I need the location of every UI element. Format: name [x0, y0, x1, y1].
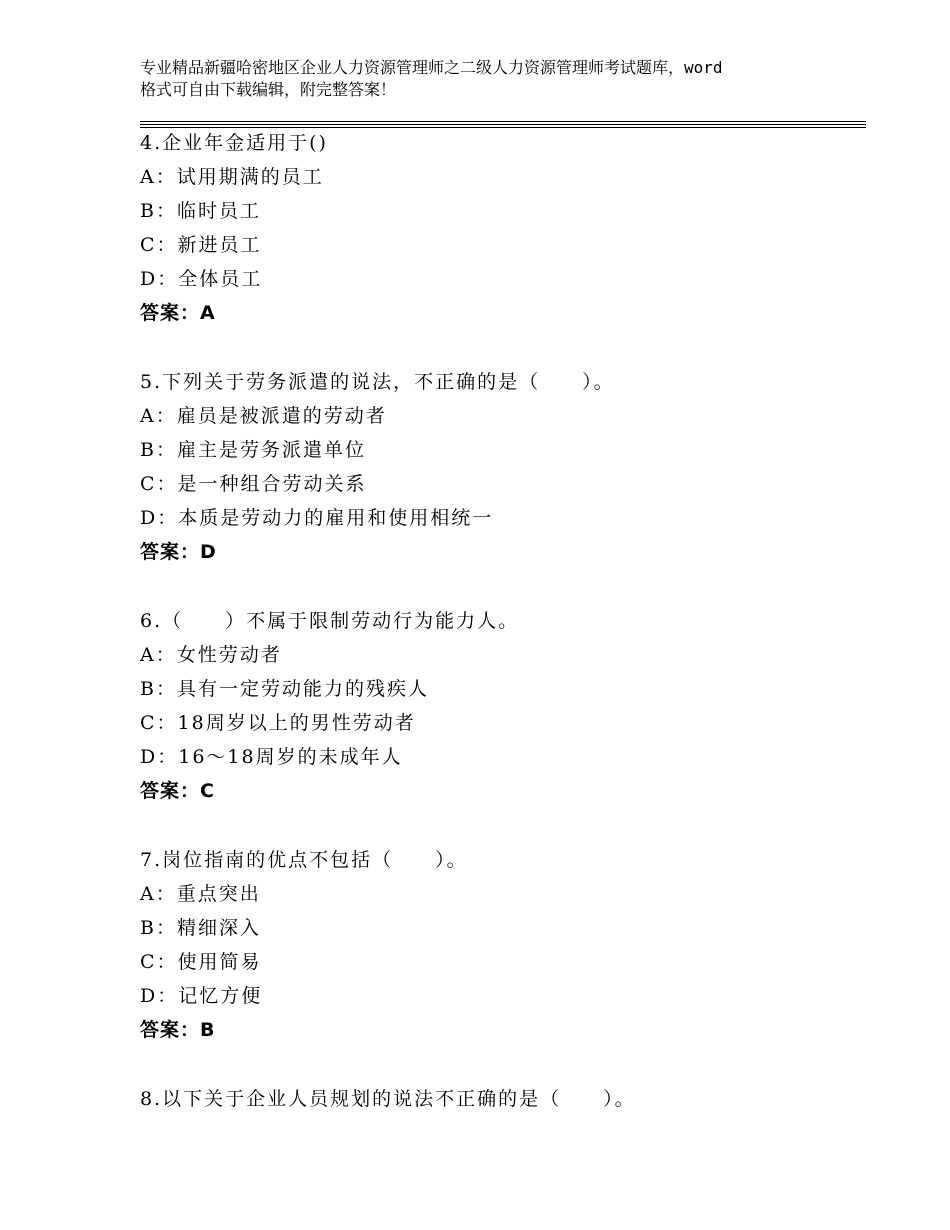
option-a: A：重点突出 [140, 883, 261, 905]
question-stem: 6.（ ）不属于限制劳动行为能力人。 [140, 610, 520, 632]
question-stem: 7.岗位指南的优点不包括（ ）。 [140, 849, 468, 871]
header-divider [140, 124, 866, 125]
document-header [140, 57, 840, 101]
option-b: B：临时员工 [140, 200, 261, 222]
header-line-2: 格式可自由下载编辑，附完整答案！ [140, 80, 397, 99]
header-divider [140, 121, 866, 122]
option-d: D：本质是劳动力的雇用和使用相统一 [140, 507, 494, 529]
option-c: C：新进员工 [140, 234, 262, 256]
question-7 [140, 843, 860, 1047]
question-list [140, 126, 860, 1116]
option-c: C：18周岁以上的男性劳动者 [140, 712, 416, 734]
answer-label: 答案：A [140, 302, 216, 324]
question-stem: 5.下列关于劳务派遣的说法，不正确的是（ ）。 [140, 371, 615, 393]
option-d: D：全体员工 [140, 268, 263, 290]
question-8 [140, 1082, 860, 1116]
question-4 [140, 126, 860, 330]
question-stem: 4.企业年金适用于() [140, 132, 328, 154]
option-b: B：雇主是劳务派遣单位 [140, 439, 366, 461]
option-d: D：16～18周岁的未成年人 [140, 746, 403, 768]
option-a: A：试用期满的员工 [140, 166, 324, 188]
answer-label: 答案：C [140, 780, 215, 802]
header-line-1: 专业精品新疆哈密地区企业人力资源管理师之二级人力资源管理师考试题库，word [140, 58, 723, 77]
option-b: B：精细深入 [140, 917, 261, 939]
question-stem: 8.以下关于企业人员规划的说法不正确的是（ ）。 [140, 1088, 636, 1110]
option-d: D：记忆方便 [140, 985, 263, 1007]
option-b: B：具有一定劳动能力的残疾人 [140, 678, 429, 700]
option-a: A：女性劳动者 [140, 644, 282, 666]
answer-label: 答案：B [140, 1019, 216, 1041]
option-c: C：是一种组合劳动关系 [140, 473, 367, 495]
option-c: C：使用简易 [140, 951, 262, 973]
question-6 [140, 604, 860, 808]
answer-label: 答案：D [140, 541, 217, 563]
question-5 [140, 365, 860, 569]
option-a: A：雇员是被派遣的劳动者 [140, 405, 387, 427]
